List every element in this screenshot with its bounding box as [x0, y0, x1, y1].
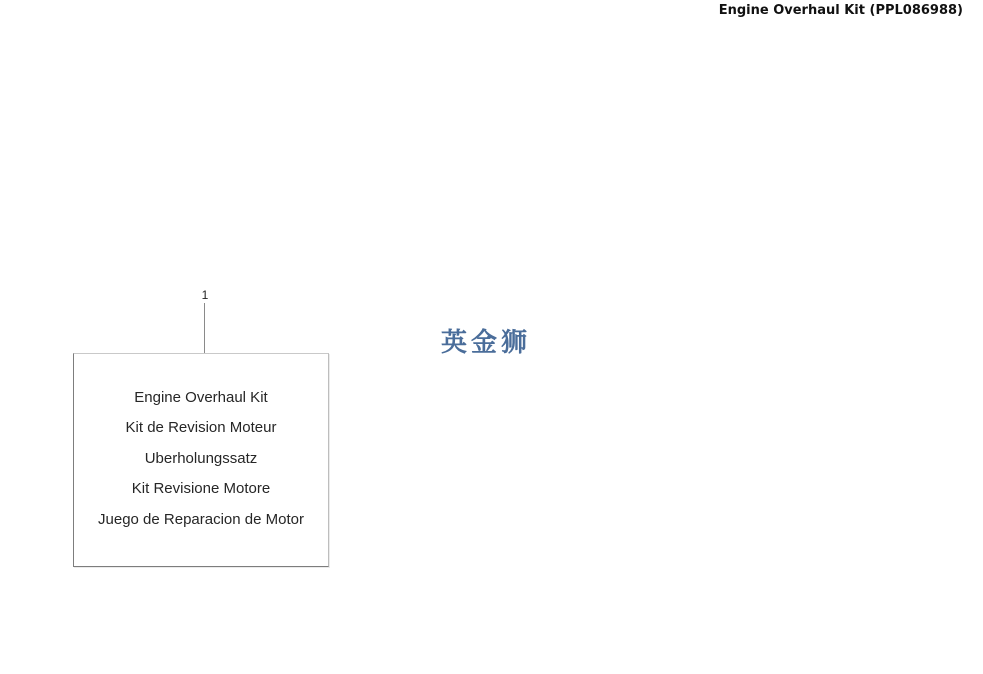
kit-name-it: Kit Revisione Motore	[131, 480, 271, 498]
callout-number-1[interactable]: 1	[201, 288, 209, 302]
page-title: Engine Overhaul Kit (PPL086988)	[718, 3, 963, 18]
kit-name-fr: Kit de Revision Moteur	[125, 419, 277, 437]
brand-watermark: 英金狮	[441, 328, 532, 358]
kit-name-de: Uberholungssatz	[144, 449, 258, 467]
kit-name-es: Juego de Reparacion de Motor	[98, 510, 304, 528]
callout-leader-line	[204, 303, 205, 354]
kit-name-en: Engine Overhaul Kit	[134, 388, 268, 406]
part-callout-box[interactable]	[73, 353, 329, 567]
